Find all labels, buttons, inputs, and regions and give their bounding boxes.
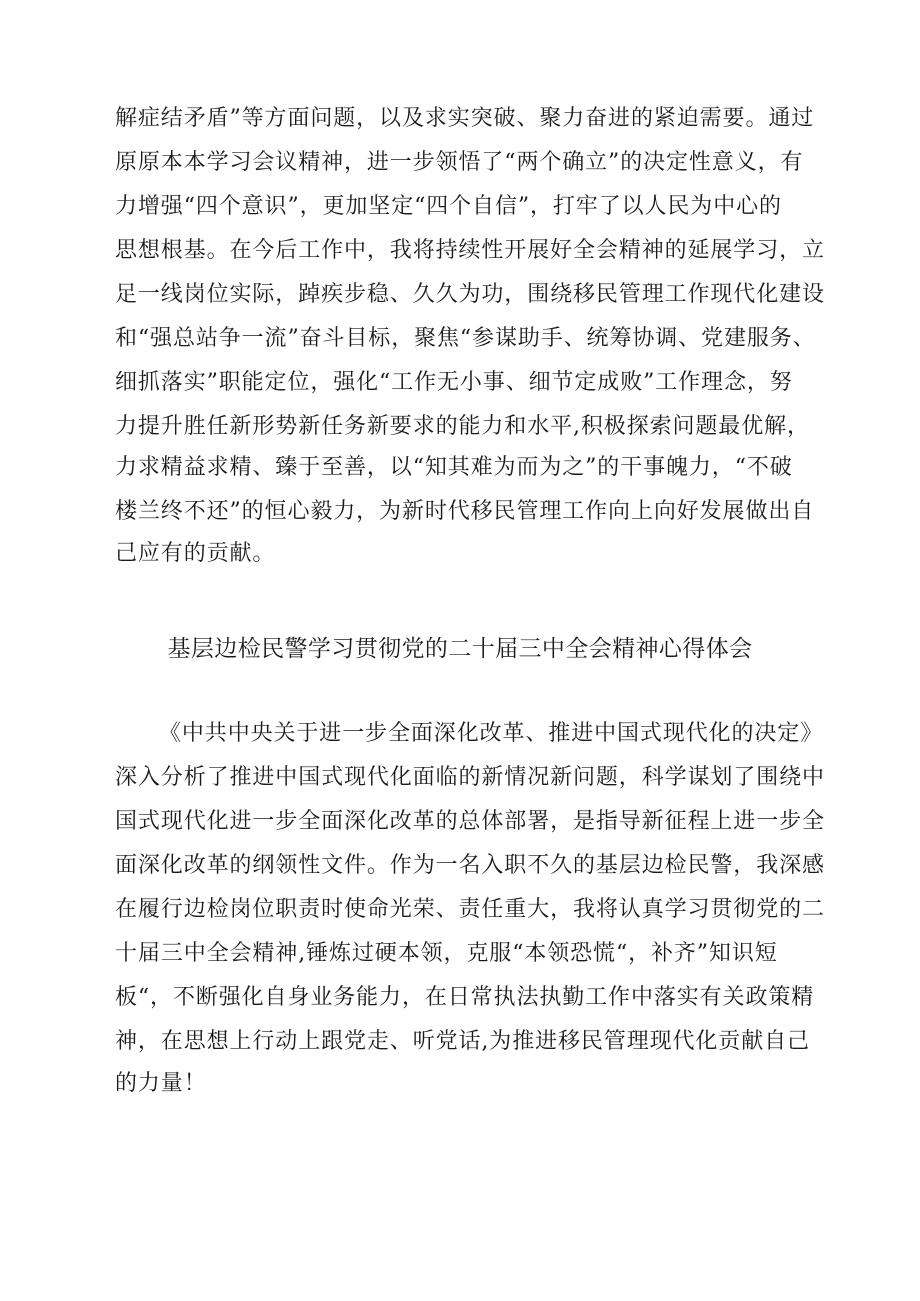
paragraph-1-line: 力求精益求精、臻于至善，以“知其难为而为之”的干事魄力，“不破 — [115, 455, 793, 480]
paragraph-2-line: 国式现代化进一步全面深化改革的总体部署，是指导新征程上进一步全 — [115, 809, 825, 834]
paragraph-2-line: 十届三中全会精神,锤炼过硬本领，克服“本领恐慌“，补齐”知识短 — [115, 941, 778, 966]
paragraph-2-line: 神，在思想上行动上跟党走、听党话,为推进移民管理现代化贡献自己 — [115, 1029, 810, 1054]
paragraph-1-line: 和“强总站争一流”奋斗目标，聚焦“参谋助手、统筹协调、党建服务、 — [115, 326, 816, 351]
paragraph-2-line: 《中共中央关于进一步全面深化改革、推进中国式现代化的决定》 — [159, 721, 824, 746]
paragraph-2-line: 板“，不断强化自身业务能力，在日常执法执勤工作中落实有关政策精 — [115, 985, 815, 1010]
paragraph-2-line: 在履行边检岗位职责时使命光荣、责任重大，我将认真学习贯彻党的二 — [115, 897, 825, 922]
paragraph-1-line: 思想根基。在今后工作中，我将持续性开展好全会精神的延展学习，立 — [115, 238, 825, 263]
paragraph-1-line: 原原本本学习会议精神，进一步领悟了“两个确立”的决定性意义，有 — [115, 150, 804, 175]
paragraph-1-line: 细抓落实”职能定位，强化“工作无小事、细节定成败”工作理念，努 — [115, 370, 793, 395]
paragraph-1-line: 己应有的贡献。 — [115, 541, 276, 566]
paragraph-2-line: 面深化改革的纲领性文件。作为一名入职不久的基层边检民警，我深感 — [115, 853, 825, 878]
paragraph-1-line: 力提升胜任新形势新任务新要求的能力和水平,积极探索问题最优解， — [115, 414, 810, 439]
section-title: 基层边检民警学习贯彻党的二十届三中全会精神心得体会 — [167, 636, 753, 662]
paragraph-2-line: 的力量！ — [115, 1071, 207, 1096]
paragraph-1-line: 力增强“四个意识”，更加坚定“四个自信”，打牢了以人民为中心的 — [115, 194, 782, 219]
paragraph-1-line: 楼兰终不还”的恒心毅力，为新时代移民管理工作向上向好发展做出自 — [115, 499, 815, 524]
paragraph-2-line: 深入分析了推进中国式现代化面临的新情况新问题，科学谋划了围绕中 — [115, 765, 825, 790]
paragraph-1-line: 足一线岗位实际，踔疾步稳、久久为功，围绕移民管理工作现代化建设 — [115, 282, 825, 307]
paragraph-1-line: 解症结矛盾”等方面问题，以及求实突破、聚力奋进的紧迫需要。通过 — [115, 106, 815, 131]
